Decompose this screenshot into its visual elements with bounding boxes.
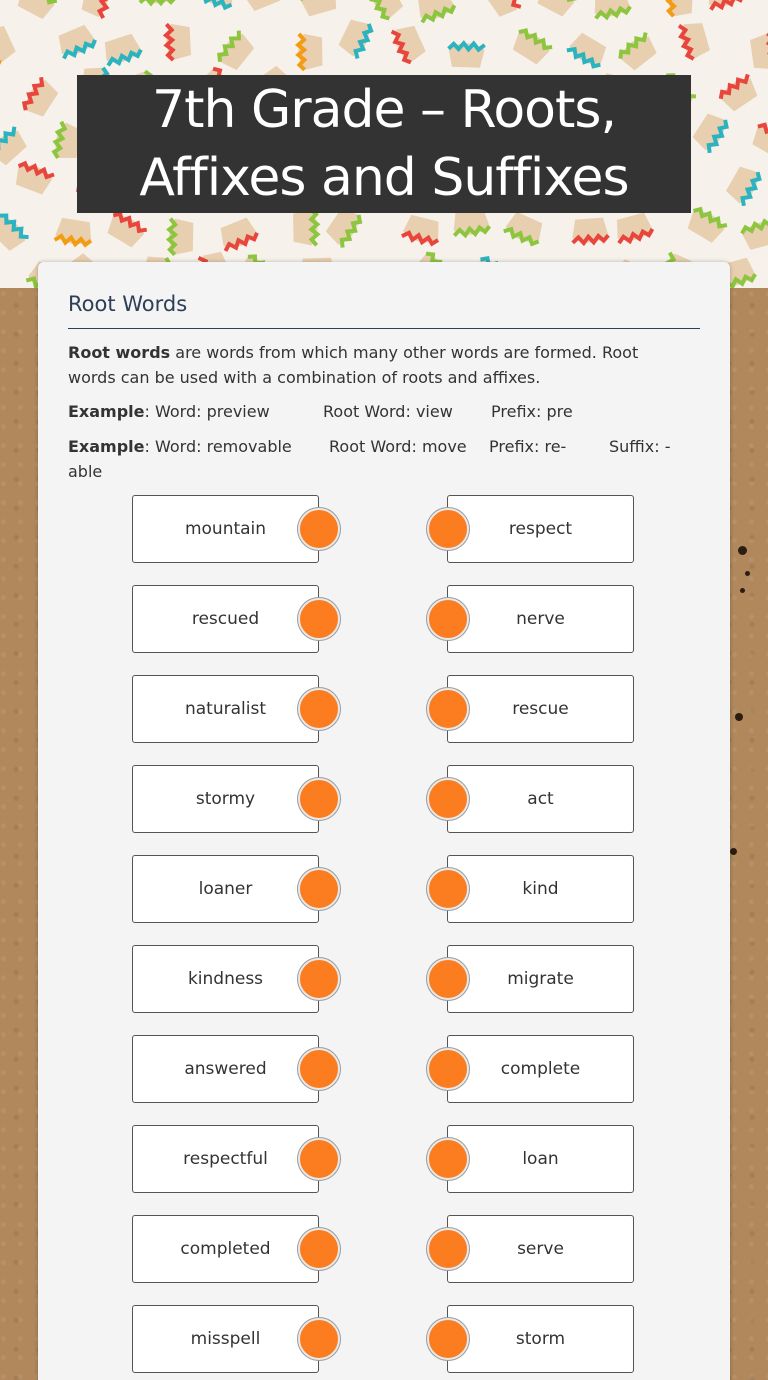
pencil-shaving-icon [337,16,374,59]
pencil-shaving-icon [724,163,763,206]
title-line-2: Affixes and Suffixes [139,148,629,208]
match-left-connector[interactable] [298,1048,340,1090]
match-left-connector[interactable] [298,598,340,640]
pencil-shaving-icon [448,43,485,68]
pencil-shaving-icon [12,161,54,196]
match-right-connector[interactable] [427,958,469,1000]
heading-divider [68,328,700,329]
pencil-shaving-icon [571,217,609,243]
match-left-item: kindness [132,945,319,1013]
example-1-prefix: Prefix: pre [491,402,573,421]
pencil-shaving-icon [101,33,143,67]
match-right-item: loan [447,1125,634,1193]
match-right-connector[interactable] [427,688,469,730]
pencil-shaving-icon [391,22,428,65]
cork-speck [735,713,743,721]
match-left-item: respectful [132,1125,319,1193]
match-right-item: nerve [447,585,634,653]
pencil-shaving-icon [293,209,318,245]
example-2-word-text: : Word: removable [144,437,292,456]
cork-speck [740,588,745,593]
match-right-connector[interactable] [427,778,469,820]
example-2-prefix: Prefix: re- [489,437,567,456]
intro-bold-term: Root words [68,343,171,362]
pencil-shaving-icon [196,0,238,10]
worksheet-title [139,76,628,212]
cork-speck [738,546,747,555]
pencil-shaving-icon [169,219,194,255]
match-right-item: complete [447,1035,634,1103]
section-heading: Root Words [68,292,188,316]
pencil-shaving-icon [21,77,61,120]
match-left-connector[interactable] [298,1318,340,1360]
cork-speck [745,571,750,576]
example-2-root: Root Word: move [329,437,467,456]
worksheet-card [38,262,730,1380]
example-1-label: Example [68,402,145,421]
pencil-shaving-icon [217,216,259,252]
pencil-shaving-icon [81,0,112,18]
match-right-connector[interactable] [427,1228,469,1270]
match-right-connector[interactable] [427,1318,469,1360]
pencil-shaving-icon [690,110,730,153]
match-left-connector[interactable] [298,1228,340,1270]
match-right-item: act [447,765,634,833]
pencil-shaving-icon [402,214,443,246]
match-right-connector[interactable] [427,1138,469,1180]
match-right-item: serve [447,1215,634,1283]
pencil-shaving-icon [534,0,577,18]
match-right-connector[interactable] [427,598,469,640]
match-left-item: rescued [132,585,319,653]
pencil-shaving-icon [242,0,284,13]
match-left-item: stormy [132,765,319,833]
pencil-shaving-icon [298,34,323,70]
example-2-word [68,434,292,459]
cork-speck [730,848,737,855]
pencil-shaving-icon [717,74,760,114]
example-2-label: Example [68,437,145,456]
pencil-shaving-icon [104,210,147,249]
pencil-shaving-icon [165,23,191,60]
match-left-connector[interactable] [298,868,340,910]
pencil-shaving-icon [740,218,768,250]
match-left-item: mountain [132,495,319,563]
pencil-shaving-icon [0,22,17,65]
match-right-connector[interactable] [427,1048,469,1090]
pencil-shaving-icon [55,23,98,59]
pencil-shaving-icon [299,0,340,18]
match-left-item: completed [132,1215,319,1283]
pencil-shaving-icon [617,32,660,73]
pencil-shaving-icon [481,0,521,20]
example-2-suffix: Suffix: - [609,437,671,456]
match-left-connector[interactable] [298,688,340,730]
pencil-shaving-icon [749,121,768,160]
match-right-connector[interactable] [427,508,469,550]
match-right-connector[interactable] [427,868,469,910]
match-left-item: naturalist [132,675,319,743]
intro-paragraph [68,340,688,390]
pencil-shaving-icon [215,30,256,73]
pencil-shaving-icon [591,0,631,19]
pencil-shaving-icon [414,0,456,23]
pencil-shaving-icon [509,27,552,66]
pencil-shaving-icon [503,210,546,247]
pencil-shaving-icon [566,31,609,70]
title-line-1: 7th Grade – Roots, [152,80,616,140]
example-2-suffix-continued: able [68,462,103,481]
match-right-item: rescue [447,675,634,743]
example-1-word [68,399,270,424]
match-left-item: answered [132,1035,319,1103]
match-left-connector[interactable] [298,778,340,820]
match-right-item: respect [447,495,634,563]
match-left-connector[interactable] [298,508,340,550]
example-1-root: Root Word: view [323,402,453,421]
pencil-shaving-icon [678,19,711,60]
pencil-shaving-icon [140,0,176,4]
pencil-shaving-icon [704,0,746,11]
match-right-item: kind [447,855,634,923]
pencil-shaving-icon [367,0,405,21]
pencil-shaving-icon [0,211,29,253]
example-1-word-text: : Word: preview [144,402,270,421]
match-right-item: migrate [447,945,634,1013]
pencil-shaving-icon [749,33,768,72]
pencil-shaving-icon [613,212,654,244]
match-left-connector[interactable] [298,1138,340,1180]
match-right-item: storm [447,1305,634,1373]
match-left-item: loaner [132,855,319,923]
intro-text: are words from which many other words are formed. Root words can be used with a combination of roots and affixes. [68,343,639,387]
match-left-connector[interactable] [298,958,340,1000]
worksheet-title-box [77,75,691,213]
pencil-shaving-icon [668,0,694,17]
pencil-shaving-icon [14,0,57,21]
match-left-item: misspell [132,1305,319,1373]
pencil-shaving-icon [54,217,93,246]
